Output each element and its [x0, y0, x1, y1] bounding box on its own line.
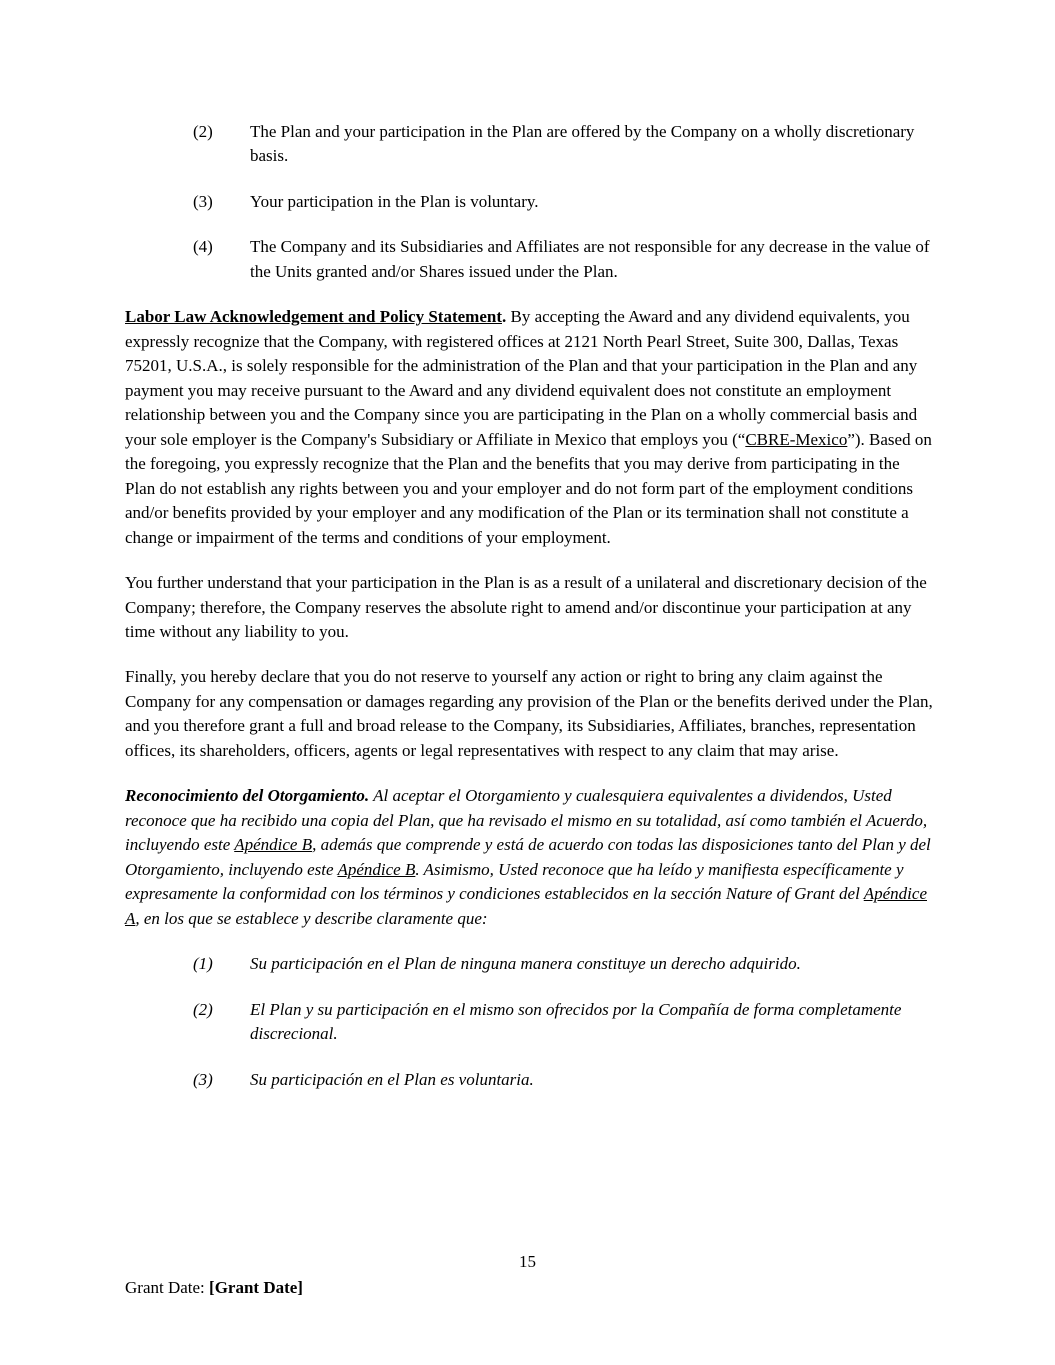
list-item-text: El Plan y su participación en el mismo son ofrecidos por la Compañía de forma completamente discrecional.	[250, 999, 902, 1044]
list-item-marker: (2)	[193, 999, 213, 1019]
apendice-b-reference: Apéndice B	[234, 835, 313, 855]
apendice-a-reference: Apéndice A	[125, 884, 927, 928]
english-numbered-list	[125, 120, 933, 284]
list-item	[125, 235, 933, 284]
page-number: 15	[519, 1252, 536, 1271]
list-item	[125, 120, 933, 169]
grant-date-label: Grant Date:	[125, 1278, 205, 1297]
labor-law-body-before-term: By accepting the Award and any dividend equivalents, you expressly recognize that the Company, with registered offices at 2121 North Pearl Street, Suite 300, Dallas, Texas 75201, U.S.A., is solely responsible for the administration of the Plan and that your participation in the Plan and any payment you may receive pursuant to the Award and any dividend equivalent does not constitute an employment relationship between you and the Company since you are participating in the Plan on a wholly commercial basis and your sole employer is the Company's Subsidiary or Affiliate in Mexico that employs you (“	[125, 307, 918, 449]
spanish-body-2: , además que comprende y está de acuerdo con todas las disposiciones tanto del Plan y del Otorgamiento, incluyendo este	[125, 835, 931, 879]
spanish-body-3: . Asimismo, Usted reconoce que ha leído y manifiesta específicamente y expresamente la conformidad con los términos y condiciones establecidos en la sección Nature of Grant del	[125, 859, 904, 904]
list-item-text: Su participación en el Plan es voluntaria.	[250, 1069, 534, 1089]
cbre-mexico-term: CBRE-Mexico	[745, 429, 848, 449]
list-item-marker: (4)	[193, 237, 213, 257]
list-item	[125, 1068, 933, 1092]
labor-law-heading: Labor Law Acknowledgement and Policy Statement	[125, 307, 502, 327]
spanish-heading: Reconocimiento del Otorgamiento.	[125, 786, 370, 806]
list-item-marker: (3)	[193, 191, 213, 211]
list-item-text: Your participation in the Plan is voluntary.	[250, 191, 539, 211]
release-paragraph: Finally, you hereby declare that you do not reserve to yourself any action or right to bring any claim against the Company for any compensation or damages regarding any provision of the Plan or the benefits derived under the Plan, and you therefore grant a full and broad release to the Company, its Subsidiaries, Affiliates, branches, representation offices, its shareholders, officers, agents or legal representatives with respect to any claim that may arise.	[125, 667, 933, 760]
spanish-acknowledgement-paragraph	[125, 784, 933, 931]
labor-law-paragraph	[125, 305, 933, 550]
list-item-text: The Company and its Subsidiaries and Affiliates are not responsible for any decrease in the value of the Units granted and/or Shares issued under the Plan.	[250, 237, 930, 281]
list-item	[125, 998, 933, 1047]
list-item-marker: (3)	[193, 1069, 213, 1089]
labor-law-body-after-term: ”). Based on the foregoing, you expressly recognize that the Plan and the benefits that you may derive from participating in the Plan do not establish any rights between you and your employer and do not form part of the employment conditions and/or benefits provided by your employer and any modification of the Plan or its termination shall not constitute a change or impairment of the terms and conditions of your employment.	[125, 429, 932, 547]
labor-law-heading-period: .	[502, 307, 507, 327]
spanish-body-4: , en los que se establece y describe claramente que:	[135, 908, 488, 928]
spanish-numbered-list	[125, 952, 933, 1092]
list-item-text: The Plan and your participation in the Plan are offered by the Company on a wholly discretionary basis.	[250, 122, 915, 166]
grant-date-value: [Grant Date]	[209, 1278, 303, 1297]
list-item	[125, 952, 933, 976]
unilateral-decision-paragraph: You further understand that your participation in the Plan is as a result of a unilateral and discretionary decision of the Company; therefore, the Company reserves the absolute right to amend and/or discontinue your participation at any time without any liability to you.	[125, 573, 927, 641]
list-item-marker: (2)	[193, 122, 213, 141]
grant-date-line	[125, 1276, 303, 1300]
list-item-text: Su participación en el Plan de ninguna manera constituye un derecho adquirido.	[250, 954, 801, 974]
apendice-b-reference: Apéndice B	[337, 859, 416, 879]
spanish-body-1: Al aceptar el Otorgamiento y cualesquiera equivalentes a dividendos, Usted reconoce que ha recibido una copia del Plan, que ha revisado el mismo en su totalidad, así como también el Acuerdo, incluyendo este	[125, 786, 928, 855]
list-item	[125, 190, 933, 214]
list-item-marker: (1)	[193, 954, 213, 974]
